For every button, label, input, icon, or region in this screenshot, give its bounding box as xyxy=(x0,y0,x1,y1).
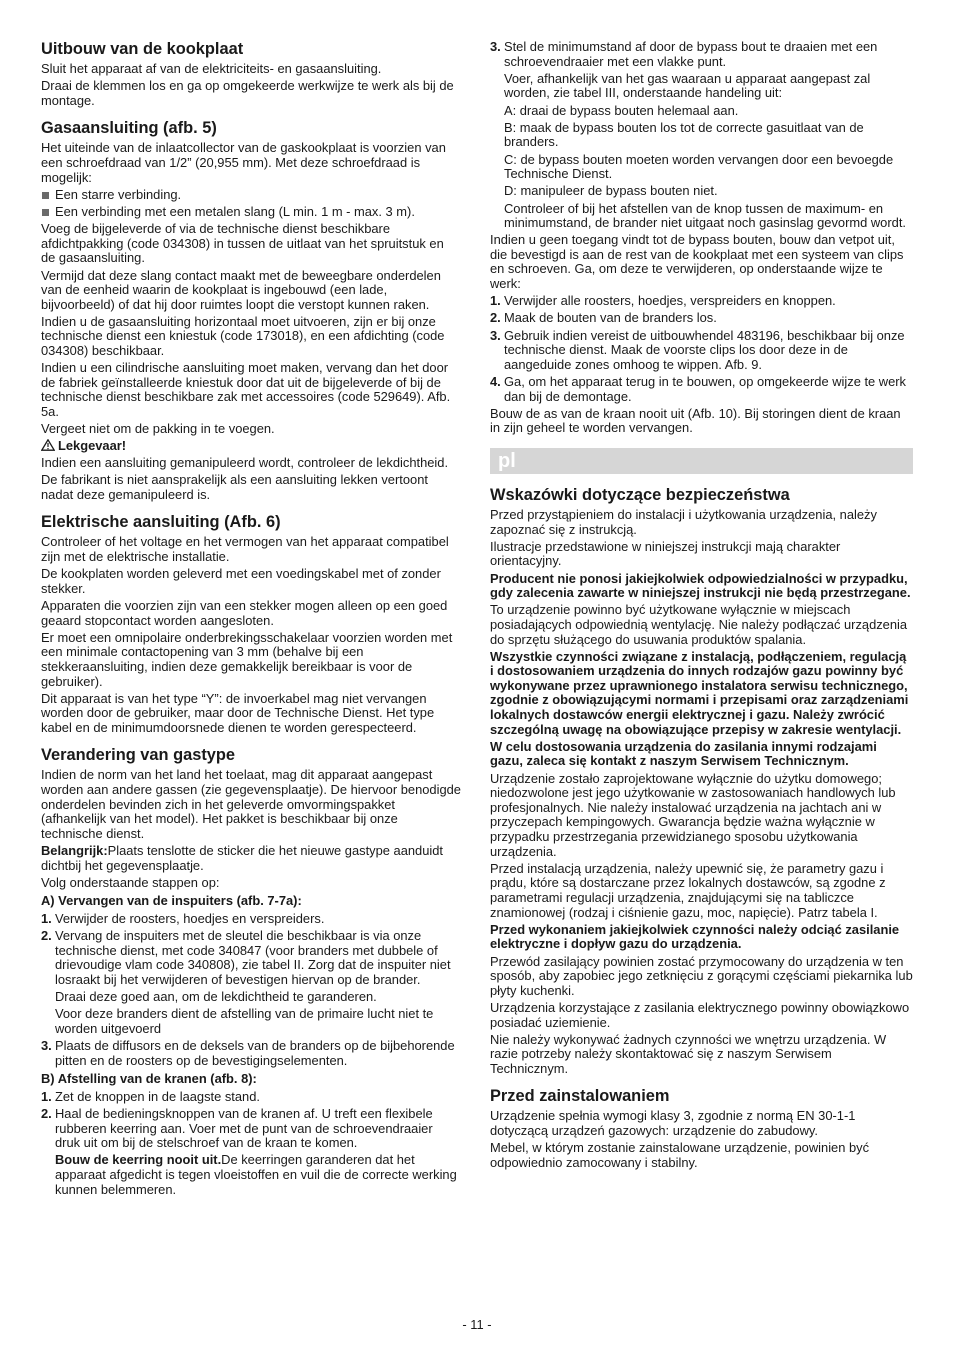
item-number: 2. xyxy=(490,310,501,326)
paragraph: Mebel, w którym zostanie zainstalowane urządzenie, powinien być odpowiednio zamocowany i stabilny. xyxy=(490,1140,870,1170)
item-number: 1. xyxy=(41,911,52,926)
warning-heading xyxy=(41,439,461,454)
paragraph: Indien u geen toegang vindt tot de bypass bouten, bouw dan vetpot uit, die bevestigd is aan de rest van de kookplaat met een systeem van clips en schroeven. Ga, om deze te verwijderen, op onderstaande wijze te werk: xyxy=(490,232,904,292)
right-column xyxy=(490,40,913,1173)
paragraph: Vergeet niet om de pakking in te voegen. xyxy=(41,421,275,437)
bold-paragraph xyxy=(490,572,913,601)
numbered-item xyxy=(490,311,913,326)
item-number: 3. xyxy=(41,1038,52,1054)
indented-paragraph: Draai deze goed aan, om de lekdichtheid te garanderen. xyxy=(55,989,377,1005)
paragraph: Vermijd dat deze slang contact maakt met de beweegbare onderdelen van de eenheid waarin de kookplaat is ingebouwd (een lade, bijvoorbeeld) of dat hij door ruimtes loopt die verstopt kunnen raken. xyxy=(41,267,441,312)
paragraph: Volg onderstaande stappen op: xyxy=(41,874,220,890)
numbered-item xyxy=(490,294,913,309)
item-text: Haal de bedieningsknoppen van de kranen af. U treft een flexibele rubberen keerring aan. Voer met de punt van de schroevendraaier druk uit om bij de stelschroef van de kraan te komen. xyxy=(55,1106,433,1151)
page-number: - 11 - xyxy=(462,1317,492,1332)
paragraph: Indien u een cilindrische aansluiting moet maken, vervang dan het door de fabriek geïnstalleerde kniestuk door dat uit de bijgeleverde of bij de technische dienst beschikbare zak met accessoires (code 529649). Afb. 5a. xyxy=(41,360,451,420)
bold-text: Przed wykonaniem jakiejkolwiek czynności należy odciąć zasilanie elektryczne i dopływ gazu do urządzenia. xyxy=(490,921,900,952)
item-text: Gebruik indien vereist de uitbouwhendel 483196, beschikbaar bij onze technische dienst. Maak de voorste clips los door deze in de aangeduide zones omhoog te wippen. Afb. 9. xyxy=(504,327,905,372)
numbered-item xyxy=(490,40,913,69)
subsection-title: B) Afstelling van de kranen (afb. 8): xyxy=(41,1071,257,1087)
bold-text: W celu dostosowania urządzenia do zasilania innymi rodzajami gazu, zaleca się kontakt z naszym Serwisem Technicznym. xyxy=(490,738,877,769)
paragraph: De kookplaten worden geleverd met een voedingskabel met of zonder stekker. xyxy=(41,566,441,596)
paragraph: Przewód zasilający powinien zostać przymocowany do urządzenia w ten sposób, aby zapobiec jego zetknięciu z gorącymi częściami piekarnika lub płyty kuchenki. xyxy=(490,953,913,998)
bullet-item: Een starre verbinding. xyxy=(41,188,461,203)
paragraph: Apparaten die voorzien zijn van een stekker mogen alleen op een goed geaard stopcontact worden aangesloten. xyxy=(41,597,448,628)
indented-paragraph: D: manipuleer de bypass bouten niet. xyxy=(504,183,718,199)
numbered-item xyxy=(41,1107,461,1151)
section-title: Elektrische aansluiting (Afb. 6) xyxy=(41,513,281,532)
bold-text: Wszystkie czynności związane z instalacją, podłączeniem, regulacją i dostosowaniem urządzenia do innych rodzajów gazu powinny być wykonywane przez uprawnionego instalatora serwisu technicznego, zgodnie z obowiązującymi normami i przepisami oraz zarządzeniami lokalnych dostawców energii elektrycznej i gazu. Należy zwrócić szczególną uwagę na obowiązujące przepisy w zakresie wentylacji. xyxy=(490,648,909,737)
section-title: Wskazówki dotyczące bezpieczeństwa xyxy=(490,485,790,504)
bold-text: Producent nie ponosi jakiejkolwiek odpowiedzialności w przypadku, gdy zalecenia zawarte w niniejszej instrukcji nie będą przestrzegane. xyxy=(490,570,911,601)
important-text: Plaats tenslotte de sticker die het nieuwe gastype aanduidt dichtbij het gegevensplaatje. xyxy=(41,843,443,873)
paragraph: Urządzenia korzystające z zasilania elektrycznego powinny obowiązkowo posiadać uziemienie. xyxy=(490,999,910,1030)
paragraph xyxy=(41,844,461,873)
item-text: Verwijder de roosters, hoedjes en verspreiders. xyxy=(55,911,325,926)
item-number: 2. xyxy=(41,928,52,944)
item-number: 4. xyxy=(490,374,501,389)
item-text: Zet de knoppen in de laagste stand. xyxy=(55,1088,260,1104)
paragraph: Indien u de gasaansluiting horizontaal moet uitvoeren, zijn er bij onze technische dienst een kniestuk (code 173018), en een afdichting (code 034308) beschikbaar. xyxy=(41,313,445,359)
item-text: Vervang de inspuiters met de sleutel die beschikbaar is via onze technische dienst, met code 340847 (voor branders met dubbele of drievoudige vlam code 340808), zie tabel II. Zorg dat de inspuiter niet losraakt bij het verwijderen of bevestigen hiervan op de brander. xyxy=(55,928,451,987)
numbered-item xyxy=(41,912,461,927)
numbered-item xyxy=(41,1039,461,1068)
paragraph: Bouw de as van de kraan nooit uit (Afb. 10). Bij storingen dient de kraan in zijn geheel te worden vervangen. xyxy=(490,405,901,436)
item-number: 1. xyxy=(41,1088,52,1104)
bold-paragraph xyxy=(490,650,913,738)
numbered-item xyxy=(490,329,913,373)
item-text: Maak de bouten van de branders los. xyxy=(504,310,717,326)
item-number: 1. xyxy=(490,293,501,309)
indented-paragraph: B: maak de bypass bouten los tot de correcte gasuitlaat van de branders. xyxy=(504,119,864,150)
item-text: Verwijder alle roosters, hoedjes, verspreiders en knoppen. xyxy=(504,293,836,309)
item-text: Plaats de diffusors en de deksels van de branders op de bijbehorende pitten en de roosters op de bevestigingselementen. xyxy=(55,1038,455,1068)
paragraph: Draai de klemmen los en ga op omgekeerde werkwijze te werk als bij de montage. xyxy=(41,78,454,108)
numbered-item xyxy=(490,375,913,404)
numbered-item xyxy=(41,929,461,987)
paragraph: Indien een aansluiting gemanipuleerd wordt, controleer de lekdichtheid. xyxy=(41,455,449,470)
paragraph: Dit apparaat is van het type “Y”: de invoerkabel mag niet vervangen worden door de gebruiker, maar door de Technische Dienst. Het type kabel en de minimumdoorsnede dienen te worden gerespecteerd. xyxy=(41,690,435,735)
warning-triangle-icon xyxy=(41,439,55,451)
bold-paragraph xyxy=(490,923,913,952)
paragraph: Sluit het apparaat af van de elektriciteits- en gasaansluiting. xyxy=(41,61,382,76)
section-title: Gasaansluiting (afb. 5) xyxy=(41,119,217,138)
paragraph: Er moet een omnipolaire onderbrekingsschakelaar voorzien worden met een minimale contactopening van 3 mm (behalve bij een stekkeraansluiting, indien deze gemakkelijk bereikbaar is voor de gebruiker). xyxy=(41,629,453,689)
bold-paragraph xyxy=(490,740,913,769)
item-text: De keerringen garanderen dat het apparaat afgedicht is tegen vloeistoffen en vuil die de correcte werking kunnen belemmeren. xyxy=(55,1152,457,1197)
language-code: pl xyxy=(498,449,516,472)
paragraph: Het uiteinde van de inlaatcollector van de gaskookplaat is voorzien van een schroefdraad van 1/2” (20,955 mm). Met deze schroefdraad is mogelijk: xyxy=(41,140,446,185)
paragraph: Controleer of het voltage en het vermogen van het apparaat compatibel zijn met de elektrische installatie. xyxy=(41,534,449,564)
indented-paragraph: Voer, afhankelijk van het gas waaraan u apparaat aangepast zal worden, zie tabel III, onderstaande handeling uit: xyxy=(504,70,871,101)
indented-paragraph: A: draai de bypass bouten helemaal aan. xyxy=(504,102,739,118)
indented-paragraph: Voor deze branders dient de afstelling van de primaire lucht niet te worden uitgevoerd xyxy=(55,1006,434,1036)
paragraph: To urządzenie powinno być użytkowane wyłącznie w miejscach posiadających odpowiednią wentylację. Nie należy podłączać urządzenia do sprzętu służącego do usuwania produktów spalania. xyxy=(490,602,908,647)
bold-lead: Bouw de keerring nooit uit. xyxy=(55,1152,222,1168)
item-text: Ga, om het apparaat terug in te bouwen, op omgekeerde wijze te werk dan bij de demontage. xyxy=(504,374,906,404)
paragraph: De fabrikant is niet aansprakelijk als een aansluiting lekken vertoont nadat deze gemanipuleerd is. xyxy=(41,472,428,502)
language-section-bar xyxy=(490,448,913,474)
item-text: Stel de minimumstand af door de bypass bout te draaien met een schroevendraaier met een vlakke punt. xyxy=(504,39,878,69)
item-number: 3. xyxy=(490,39,501,54)
section-title: Przed zainstalowaniem xyxy=(490,1087,670,1106)
section-title: Uitbouw van de kookplaat xyxy=(41,40,244,58)
paragraph: Przed przystąpieniem do instalacji i użytkowania urządzenia, należy zapoznać się z instrukcją. xyxy=(490,506,877,537)
section-title: Verandering van gastype xyxy=(41,746,236,765)
indented-paragraph: Controleer of bij het afstellen van de knop tussen de maximum- en minimumstand, de brander niet uitgaat noch gasinslag gevormd wordt. xyxy=(504,200,906,231)
paragraph: Urządzenie zostało zaprojektowane wyłącznie do użytku domowego; niedozwolone jest jego użytkowanie w zastosowaniach handlowych lub profesjonalnych. Nie należy instalować urządzenia na jachtach ani w przyczepach kempingowych. Gwarancja będzie ważna wyłącznie w przypadku przestrzegania przewidzianego sposobu użytkowania urządzenia. xyxy=(490,770,896,859)
paragraph: Przed instalacją urządzenia, należy upewnić się, że parametry gazu i prądu, które są dostarczane przez lokalnych dostawców, są zgodne z parametrami regulacji urządzenia, znajdującymi się na tabliczce znamionowej (rodzaj i ciśnienie gazu, moc, napięcie). Patrz tabela I. xyxy=(490,860,886,920)
subsection-title: A) Vervangen van de inspuiters (afb. 7-7a): xyxy=(41,893,302,909)
item-number: 3. xyxy=(490,327,501,343)
paragraph: Indien de norm van het land het toelaat, mag dit apparaat aangepast worden aan andere gassen (zie gegevensplaatje). De hiervoor benodigde onderdelen bevinden zich in het geleverde omvormingspakket (afhankelijk van het model). Het pakket is beschikbaar bij onze technische dienst. xyxy=(41,767,461,841)
indented-paragraph: C: de bypass bouten moeten worden vervangen door een bevoegde Technische Dienst. xyxy=(504,151,894,182)
item-number: 2. xyxy=(41,1106,52,1122)
warning-label: Lekgevaar! xyxy=(58,438,127,454)
important-label: Belangrijk: xyxy=(41,843,108,859)
paragraph: Nie należy wykonywać żadnych czynności we wnętrzu urządzenia. W razie potrzeby należy skontaktować się z naszym Serwisem Technicznym. xyxy=(490,1031,887,1076)
paragraph: Voeg de bijgeleverde of via de technische dienst beschikbare afdichtpakking (code 034308) in tussen de uitlaat van het spruitstuk en de gasaansluiting. xyxy=(41,221,444,266)
bullet-item: Een verbinding met een metalen slang (L min. 1 m - max. 3 m). xyxy=(41,205,461,220)
paragraph: Urządzenie spełnia wymogi klasy 3, zgodnie z normą EN 30-1-1 dotyczącą urządzeń gazowych: urządzenie do zabudowy. xyxy=(490,1108,856,1139)
indented-paragraph xyxy=(41,1153,461,1197)
left-column xyxy=(41,40,461,1200)
numbered-item xyxy=(41,1090,461,1105)
paragraph: Ilustracje przedstawione w niniejszej instrukcji mają charakter orientacyjny. xyxy=(490,538,841,569)
